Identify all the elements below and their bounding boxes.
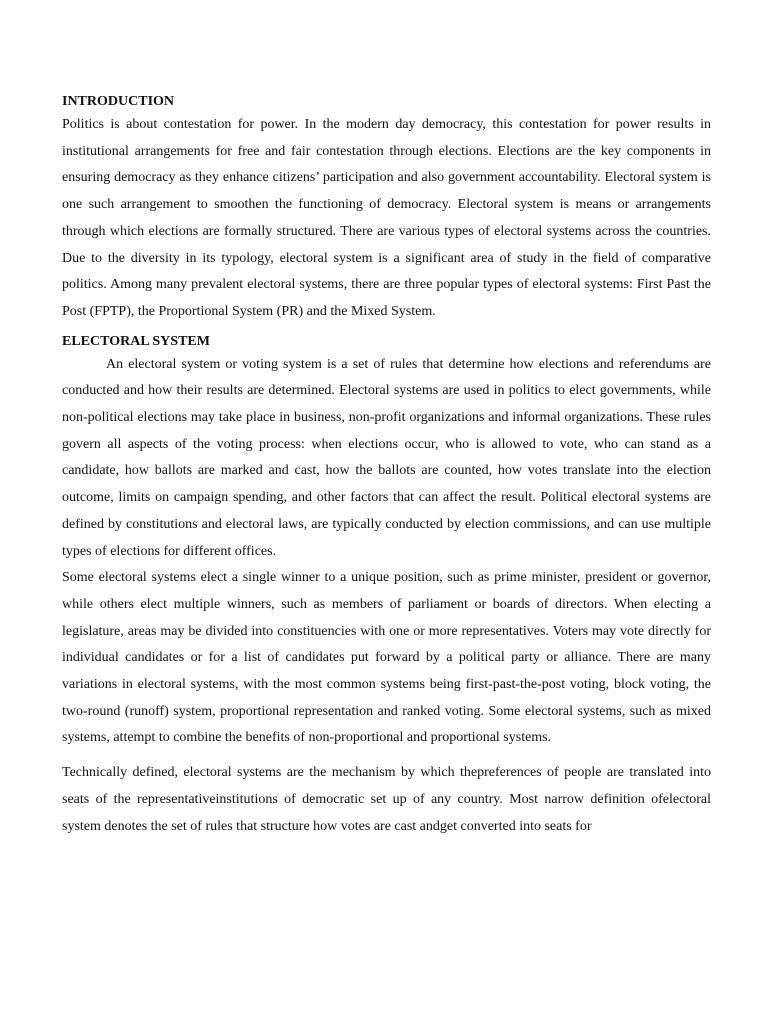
electoral-system-paragraph-1: An electoral system or voting system is a set of rules that determine how elections and referendums are conducted and how their results are determined. Electoral systems are used in politics to elect governments, while non-political elections may take place in business, non-profit organizations and informal organizations. These rules govern all aspects of the voting process: when elections occur, who is allowed to vote, who can stand as a candidate, how ballots are marked and cast, how the ballots are counted, how votes translate into the election outcome, limits on campaign spending, and other factors that can affect the result. Political electoral systems are defined by constitutions and electoral laws, are typically conducted by election commissions, and can use multiple types of elections for different offices. xyxy=(62,356,711,559)
electoral-system-paragraph-3: Technically defined, electoral systems are the mechanism by which thepreferences of people are translated into seats of the representativeinstitutions of democratic set up of any country. Most narrow definition ofelectoral system denotes the set of rules that structure how votes are cast andget converted into seats for xyxy=(62,765,711,834)
intro-paragraph: Politics is about contestation for power. In the modern day democracy, this contestation for power results in institutional arrangements for free and fair contestation through elections. Elections are the key components in ensuring democracy as they enhance citizens’ participation and also government accountability. Electoral system is one such arrangement to smoothen the functioning of democracy. Electoral system is means or arrangements through which elections are formally structured. There are various types of electoral systems across the countries. Due to the diversity in its typology, electoral system is a significant area of study in the field of comparative politics. Among many prevalent electoral systems, there are three popular types of electoral systems: First Past the Post (FPTP), the Proportional System (PR) and the Mixed System. xyxy=(62,117,711,319)
section-heading-introduction: INTRODUCTION xyxy=(62,94,175,109)
section-heading-electoral-system: ELECTORAL SYSTEM xyxy=(62,333,210,349)
electoral-system-paragraph-2: Some electoral systems elect a single winner to a unique position, such as prime minister, president or governor, while others elect multiple winners, such as members of parliament or boards of directors. When electing a legislature, areas may be divided into constituencies with one or more representatives. Voters may vote directly for individual candidates or for a list of candidates put forward by a political party or alliance. There are many variations in electoral systems, with the most common systems being first-past-the-post voting, block voting, the two-round (runoff) system, proportional representation and ranked voting. Some electoral systems, such as mixed systems, attempt to combine the benefits of non-proportional and proportional systems. xyxy=(62,570,711,746)
